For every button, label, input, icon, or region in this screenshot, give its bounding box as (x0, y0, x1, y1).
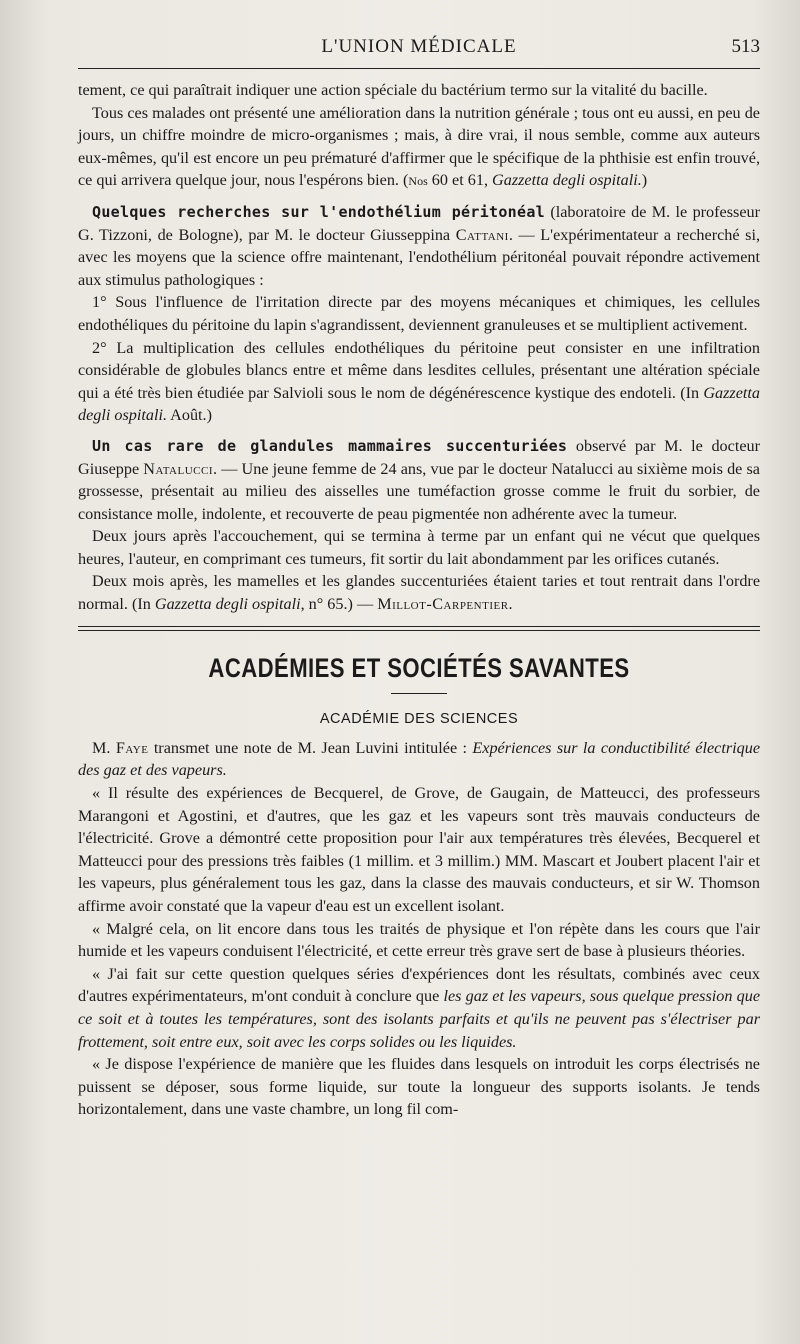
running-head (78, 36, 760, 62)
header-rule (78, 68, 760, 69)
paragraph-experiences: « J'ai fait sur cette question quelques séries d'expériences dont les résultats, combinés avec ceux d'autres expérimentateurs, m'ont conduit à conclure que les gaz et les vapeurs, sous quelque pression que ce soit et à toutes les températures, sont des isolants parfaits et qu'ils ne peuvent pas s'électriser par frottement, soit entre eux, soit avec les corps solides ou les liquides. (78, 964, 761, 1051)
nos-abbrev: Nos (408, 174, 428, 189)
paragraph-faye: M. Faye transmet une note de M. Jean Luvini intitulée : Expériences sur la conductibilité électrique des gaz et des vapeurs. (78, 738, 761, 780)
section-double-rule (78, 626, 760, 631)
person-name: Faye (115, 738, 149, 757)
paragraph-accouchement: Deux jours après l'accouchement, qui se termina à terme par un enfant qui ne vécut que quelques heures, l'auteur, en comprimant ces tumeurs, fit sortir du lait abondamment par les orifices cutanés. (78, 527, 760, 568)
paragraph-deux-mois: Deux mois après, les mamelles et les glandes succenturiées étaient taries et tout rentrait dans l'ordre normal. (In Gazzetta degli ospitali, n° 65.) — Millot-Carpentier. (78, 572, 760, 614)
text-column (78, 79, 760, 1121)
paragraph-continuation: tement, ce qui paraîtrait indiquer une action spéciale du bactérium termo sur la vitalité du bacille. (78, 81, 708, 99)
author-name: Millot-Carpentier (377, 595, 509, 614)
paragraph-glandes: Un cas rare de glandules mammaires succenturiées observé par M. le docteur Giuseppe Natalucci. — Une jeune femme de 24 ans, vue par le docteur Natalucci au sixième mois de sa grossesse, présentait au milieu des aisselles une tuméfaction grosse comme le fruit du sorbier, de consistance molle, indolente, et recouverte de peau pigmentée non adhérente avec la tumeur. (78, 436, 760, 523)
subsection-title: ACADÉMIE DES SCIENCES (319, 711, 519, 728)
note-title: Expériences sur la conductibilité électrique des gaz et des vapeurs. (78, 738, 761, 780)
paragraph-point-1: 1° Sous l'influence de l'irritation directe par des moyens mécaniques et chimiques, les cellules endothéliques du péritoine du lapin s'agrandissent, deviennent granuleuses et se multiplient activement. (78, 293, 760, 334)
journal-name: Gazzetta degli ospitali (154, 595, 301, 614)
page-number: 513 (731, 36, 760, 57)
paragraph-endothelium: Quelques recherches sur l'endothélium péritonéal (laboratoire de M. le professeur G. Tizzoni, de Bologne), par M. le docteur Giusseppina Cattani. — L'expérimentateur a recherché si, avec les moyens que la science offre maintenant, l'endothélium péritonéal pouvait répondre activement aux stimulus pathologiques : (78, 202, 760, 289)
article-heading-endothelium: Quelques recherches sur l'endothélium péritonéal (92, 202, 546, 221)
paragraph-dispose: « Je dispose l'expérience de manière que les fluides dans lesquels on introduit les corps électrisés ne puissent se déposer, sous forme liquide, sur toute la longueur des supports isolants. Je tends horizontalement, dans une vaste chambre, un long fil com- (78, 1055, 760, 1119)
running-title: L'UNION MÉDICALE (321, 36, 517, 57)
paragraph-phthisie: Tous ces malades ont présenté une amélioration dans la nutrition générale ; tous ont eu aussi, en peu de jours, un chiffre moindre de micro-organismes ; mais, à dire vrai, il nous semble, comme aux auteurs eux-mêmes, qu'il est encore un peu prématuré d'affirmer que le spécifique de la phthisie est enfin trouvé, ce qui arrivera quelque jour, nous l'espérons bien. (Nos 60 et 61, Gazzetta degli ospitali.) (78, 103, 760, 190)
journal-name: Gazzetta degli ospitali. (492, 171, 642, 190)
italic-conclusion: les gaz et les vapeurs, sous quelque pression que ce soit et à toutes les températures, sont des isolants parfaits et qu'ils ne peuvent pas s'électriser par frottement, soit entre eux, soit avec les corps solides ou les liquides. (78, 987, 761, 1051)
paragraph-malgre: « Malgré cela, on lit encore dans tous les traités de physique et l'on répète dans les cours que l'air humide et les vapeurs conduisent l'électricité, et cette erreur très grave sert de base à plusieurs théories. (78, 919, 760, 961)
journal-name: Gazzetta degli ospitali. (78, 383, 760, 425)
author-name: Natalucci (143, 459, 213, 478)
paragraph-point-2: 2° La multiplication des cellules endothéliques du péritoine peut consister en une infiltration considérable de globules blancs entre et même dans lesdites cellules, présentant une altération spéciale qui a été très bien étudiée par Salvioli sous le nom de dégénérescence kystique des endoteli. (In Gazzetta degli ospitali. Août.) (78, 338, 760, 425)
author-name: Cattani (455, 225, 509, 244)
section-short-rule (391, 693, 447, 694)
paragraph-becquerel: « Il résulte des expériences de Becquerel, de Grove, de Gaugain, de Matteucci, des professeurs Marangoni et Agostini, et d'autres, que les gaz et les vapeurs sont très mauvais conducteurs de l'électricité. Grove a démontré cette proposition pour l'air aux températures très élevées, Becquerel et Matteucci pour des pressions très faibles (1 millim. et 3 millim.) MM. Mascart et Joubert placent l'air et les vapeurs, plus généralement tous les gaz, dans la classe des mauvais conducteurs, et sir W. Thomson affirme avoir constaté que la vapeur d'eau est un excellent isolant. (78, 784, 760, 915)
section-title: ACADÉMIES ET SOCIÉTÉS SAVANTES (208, 652, 630, 683)
article-heading-glandes: Un cas rare de glandules mammaires succenturiées (92, 436, 568, 455)
